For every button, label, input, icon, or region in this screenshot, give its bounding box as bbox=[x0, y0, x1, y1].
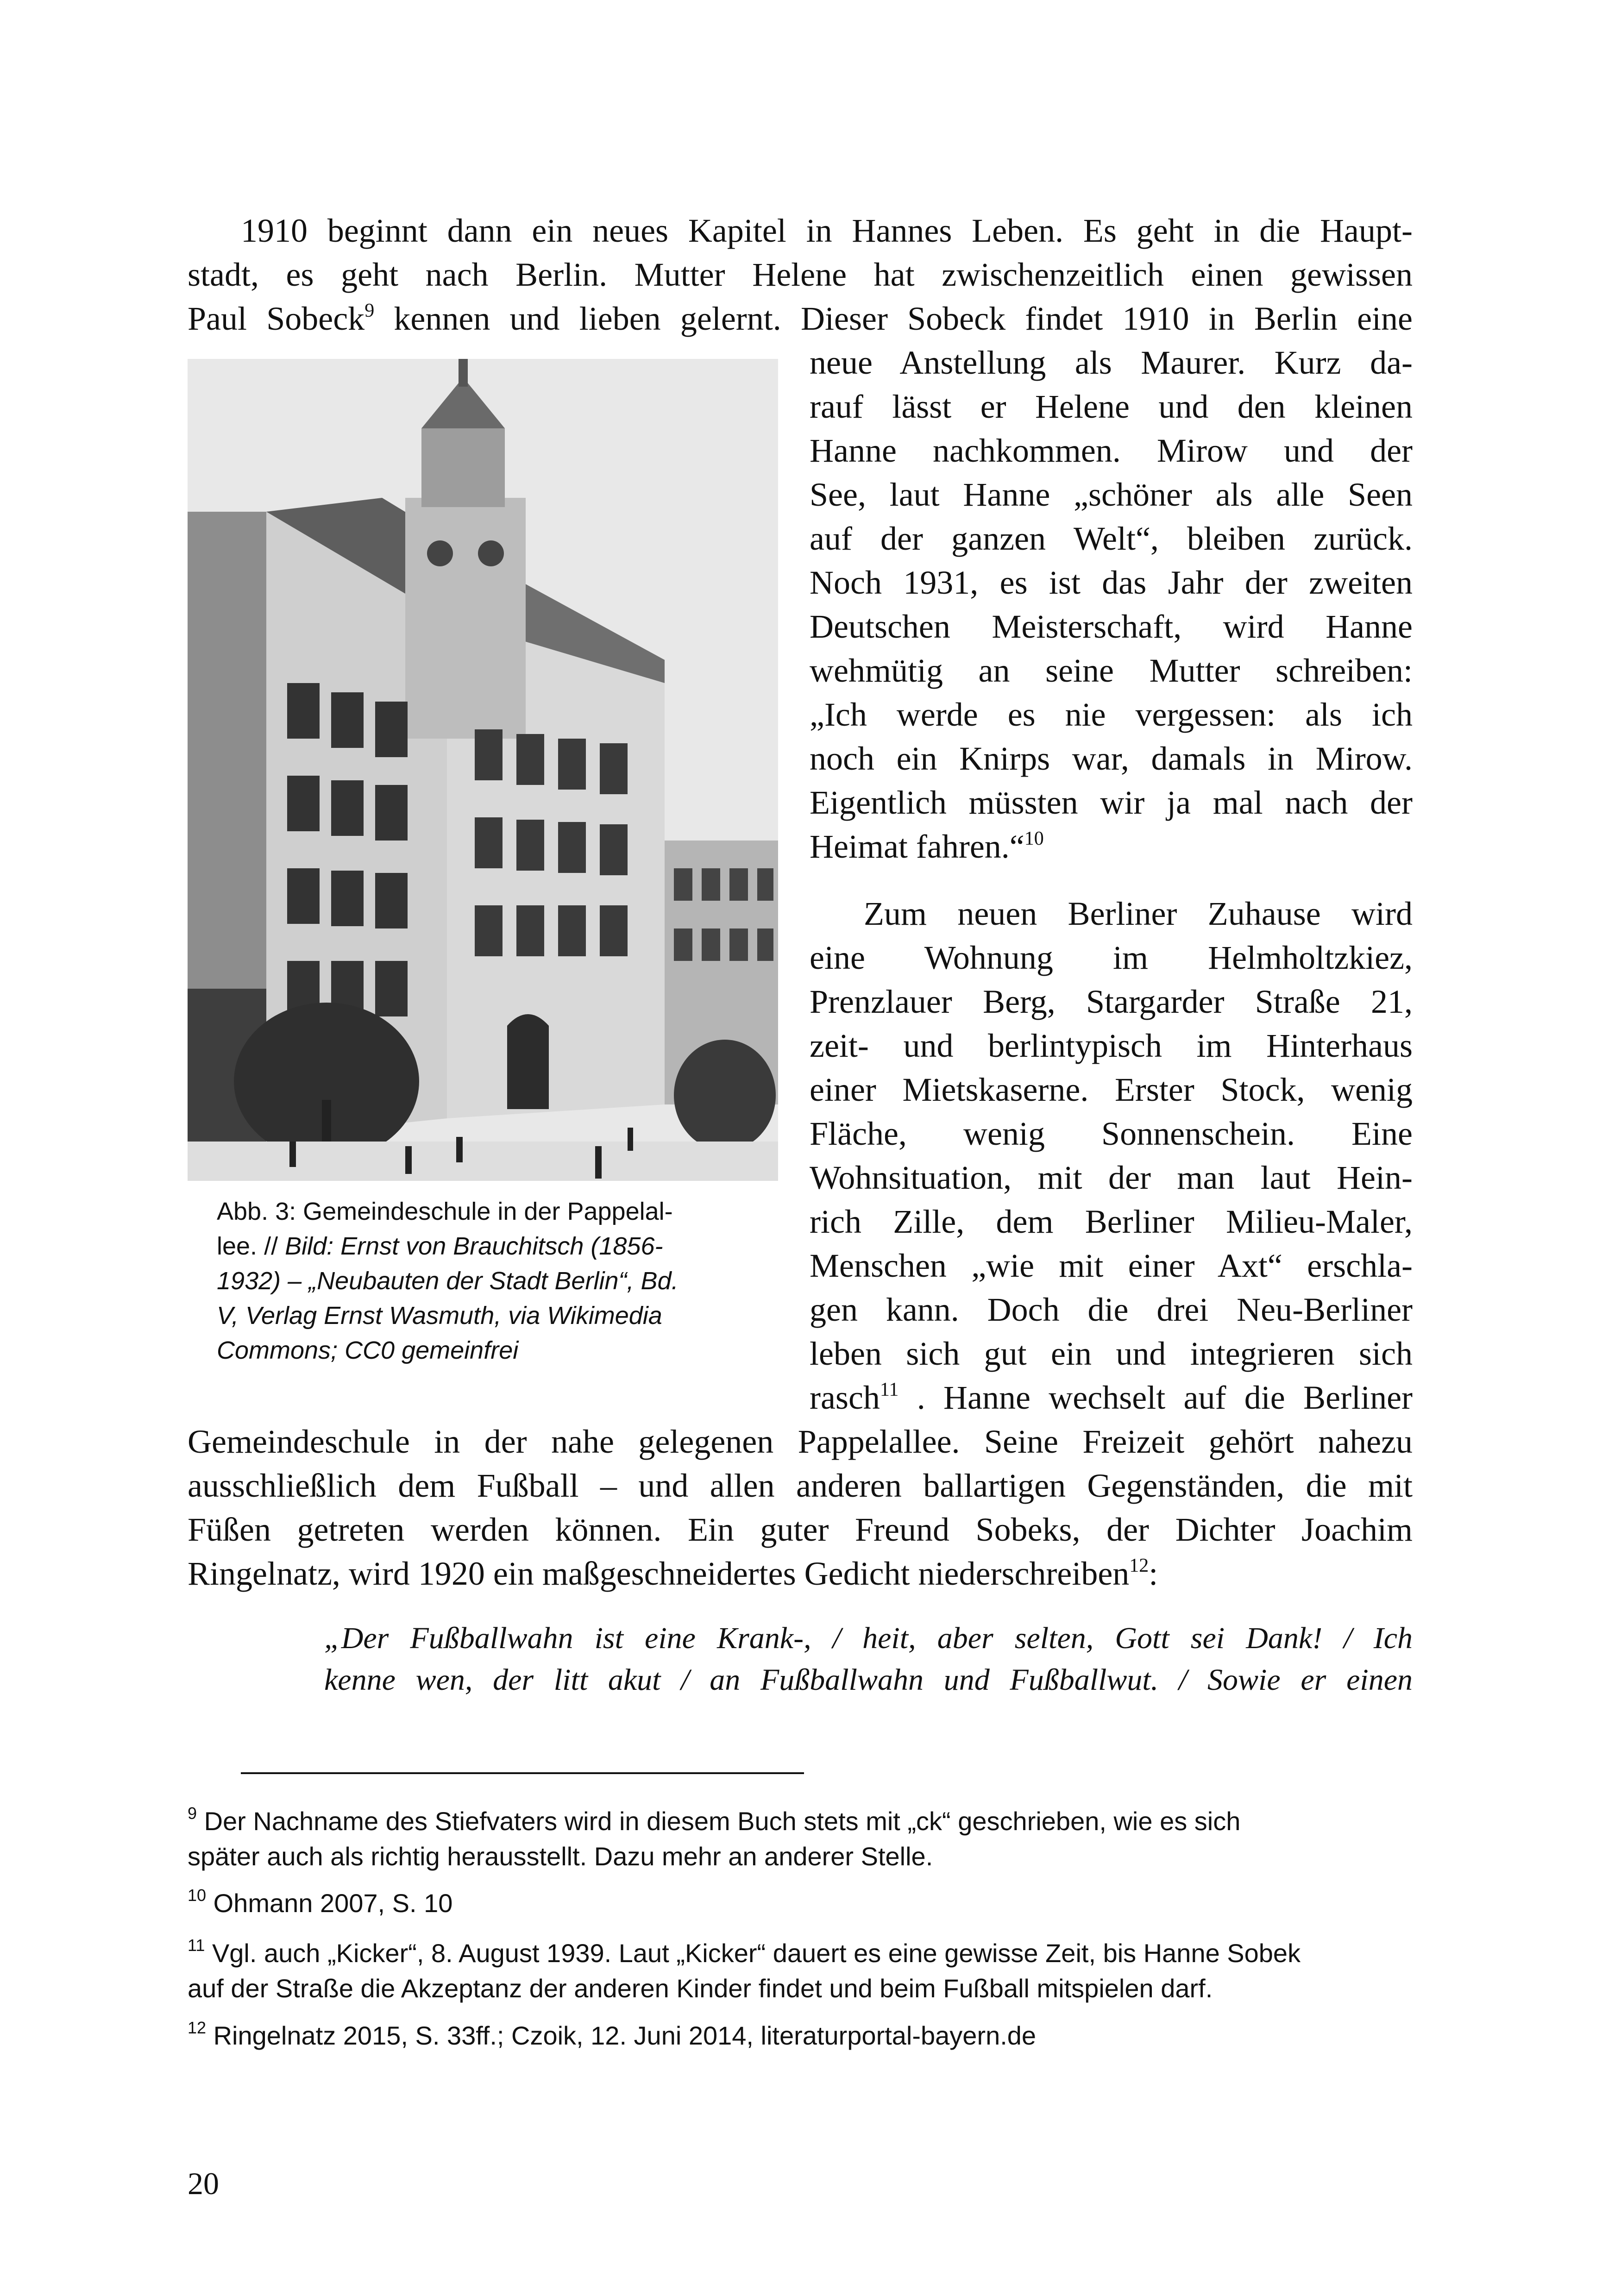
figure-caption-line bbox=[217, 1264, 679, 1298]
footnote-ref: 12 bbox=[1129, 1555, 1149, 1576]
body-text: : bbox=[1149, 1555, 1158, 1592]
body-text: Paul Sobeck bbox=[188, 300, 365, 337]
caption-credit: Bild: Ernst von Brauchitsch (1856- bbox=[285, 1232, 663, 1260]
body-line: 1910 beginnt dann ein neues Kapitel in Hannes Leben. Es geht in die Haupt- bbox=[241, 212, 1413, 249]
footnote bbox=[188, 1839, 933, 1874]
figure-photo-school-building bbox=[188, 359, 778, 1181]
body-line: einer Mietskaserne. Erster Stock, wenig bbox=[810, 1071, 1413, 1108]
body-line: stadt, es geht nach Berlin. Mutter Helene hat zwischenzeitlich einen gewissen bbox=[188, 256, 1413, 293]
footnote-number: 10 bbox=[188, 1886, 207, 1905]
footnote bbox=[188, 1804, 1240, 1839]
body-line: Wohnsituation, mit der man laut Hein- bbox=[810, 1159, 1413, 1196]
body-line bbox=[188, 296, 1413, 341]
body-line: ausschließlich dem Fußball – und allen anderen ballartigen Gegenständen, die mit bbox=[188, 1467, 1413, 1504]
footnote-number: 9 bbox=[188, 1804, 197, 1823]
body-line: rauf lässt er Helene und den kleinen bbox=[810, 388, 1413, 425]
quote-line: „Der Fußballwahn ist eine Krank-, / heit, aber selten, Gott sei Dank! / Ich bbox=[324, 1621, 1413, 1655]
body-line: See, laut Hanne „schöner als alle Seen bbox=[810, 476, 1413, 513]
figure-caption-line bbox=[217, 1334, 518, 1367]
footnote-text: später auch als richtig herausstellt. Dazu mehr an anderer Stelle. bbox=[188, 1842, 933, 1871]
footnote-ref: 11 bbox=[880, 1379, 899, 1400]
body-line: Fläche, wenig Sonnenschein. Eine bbox=[810, 1115, 1413, 1152]
footnote bbox=[188, 1936, 1301, 1971]
body-line: zeit- und berlintypisch im Hinterhaus bbox=[810, 1027, 1413, 1064]
body-line: Noch 1931, es ist das Jahr der zweiten bbox=[810, 564, 1413, 601]
caption-credit: Commons; CC0 gemeinfrei bbox=[217, 1336, 519, 1364]
footnote-text: Vgl. auch „Kicker“, 8. August 1939. Laut „Kicker“ dauert es eine gewisse Zeit, bis Hanne Sobek bbox=[212, 1938, 1301, 1968]
footnote-number: 12 bbox=[188, 2018, 207, 2037]
body-line: Menschen „wie mit einer Axt“ erschla- bbox=[810, 1247, 1413, 1284]
body-line: „Ich werde es nie vergessen: als ich bbox=[810, 696, 1413, 733]
caption-credit: 1932) – „Neubauten der Stadt Berlin“, Bd. bbox=[217, 1267, 679, 1295]
body-line: Eigentlich müssten wir ja mal nach der bbox=[810, 784, 1413, 821]
footnote-text: Ohmann 2007, S. 10 bbox=[213, 1888, 453, 1918]
body-text: rasch bbox=[810, 1379, 880, 1416]
caption-credit: V, Verlag Ernst Wasmuth, via Wikimedia bbox=[217, 1302, 662, 1330]
body-line: neue Anstellung als Maurer. Kurz da- bbox=[810, 344, 1413, 381]
body-line: rich Zille, dem Berliner Milieu-Maler, bbox=[810, 1203, 1413, 1240]
figure-caption-line bbox=[217, 1299, 662, 1332]
footnote-ref: 9 bbox=[364, 300, 375, 321]
body-line: Gemeindeschule in der nahe gelegenen Pappelallee. Seine Freizeit gehört nahezu bbox=[188, 1423, 1413, 1460]
figure-caption-line: Abb. 3: Gemeindeschule in der Pappelal- bbox=[217, 1198, 673, 1225]
body-line: Deutschen Meisterschaft, wird Hanne bbox=[810, 608, 1413, 645]
body-line: leben sich gut ein und integrieren sich bbox=[810, 1335, 1413, 1372]
body-line: Prenzlauer Berg, Stargarder Straße 21, bbox=[810, 983, 1413, 1020]
body-text: Ringelnatz, wird 1920 ein maßgeschneidertes Gedicht niederschreiben bbox=[188, 1555, 1130, 1592]
footnote-number: 11 bbox=[188, 1936, 205, 1955]
footnote bbox=[188, 1971, 1213, 2006]
footnote bbox=[188, 2018, 1036, 2053]
body-text: . Hanne wechselt auf die Berliner bbox=[917, 1379, 1413, 1416]
body-text: Heimat fahren.“ bbox=[810, 828, 1024, 865]
footnote-ref: 10 bbox=[1024, 828, 1044, 849]
body-line: noch ein Knirps war, damals in Mirow. bbox=[810, 740, 1413, 777]
body-line: auf der ganzen Welt“, bleiben zurück. bbox=[810, 520, 1413, 557]
footnote-text: Der Nachname des Stiefvaters wird in diesem Buch stets mit „ck“ geschrieben, wie es sich bbox=[204, 1807, 1241, 1836]
footnote-separator bbox=[241, 1772, 804, 1774]
caption-text: lee. // bbox=[217, 1232, 285, 1260]
body-line: gen kann. Doch die drei Neu-Berliner bbox=[810, 1291, 1413, 1328]
body-line: Zum neuen Berliner Zuhause wird bbox=[864, 895, 1413, 932]
body-line bbox=[188, 1551, 1158, 1596]
body-text: kennen und lieben gelernt. Dieser Sobeck findet 1910 in Berlin eine bbox=[394, 300, 1413, 337]
body-line: Füßen getreten werden können. Ein guter Freund Sobeks, der Dichter Joachim bbox=[188, 1511, 1413, 1548]
body-line: wehmütig an seine Mutter schreiben: bbox=[810, 652, 1413, 689]
body-line: eine Wohnung im Helmholtzkiez, bbox=[810, 939, 1413, 976]
quote-line: kenne wen, der litt akut / an Fußballwahn und Fußballwut. / Sowie er einen bbox=[324, 1663, 1413, 1697]
footnote bbox=[188, 1886, 452, 1921]
page-number: 20 bbox=[188, 2166, 219, 2201]
body-line bbox=[810, 1375, 1413, 1420]
body-line: Hanne nachkommen. Mirow und der bbox=[810, 432, 1413, 469]
footnote-text: Ringelnatz 2015, S. 33ff.; Czoik, 12. Juni 2014, literaturportal-bayern.de bbox=[213, 2021, 1037, 2050]
school-building-illustration bbox=[188, 359, 778, 1181]
figure-caption-line bbox=[217, 1230, 663, 1263]
footnote-text: auf der Straße die Akzeptanz der anderen Kinder findet und beim Fußball mitspielen darf. bbox=[188, 1974, 1213, 2003]
body-line bbox=[810, 824, 1044, 869]
